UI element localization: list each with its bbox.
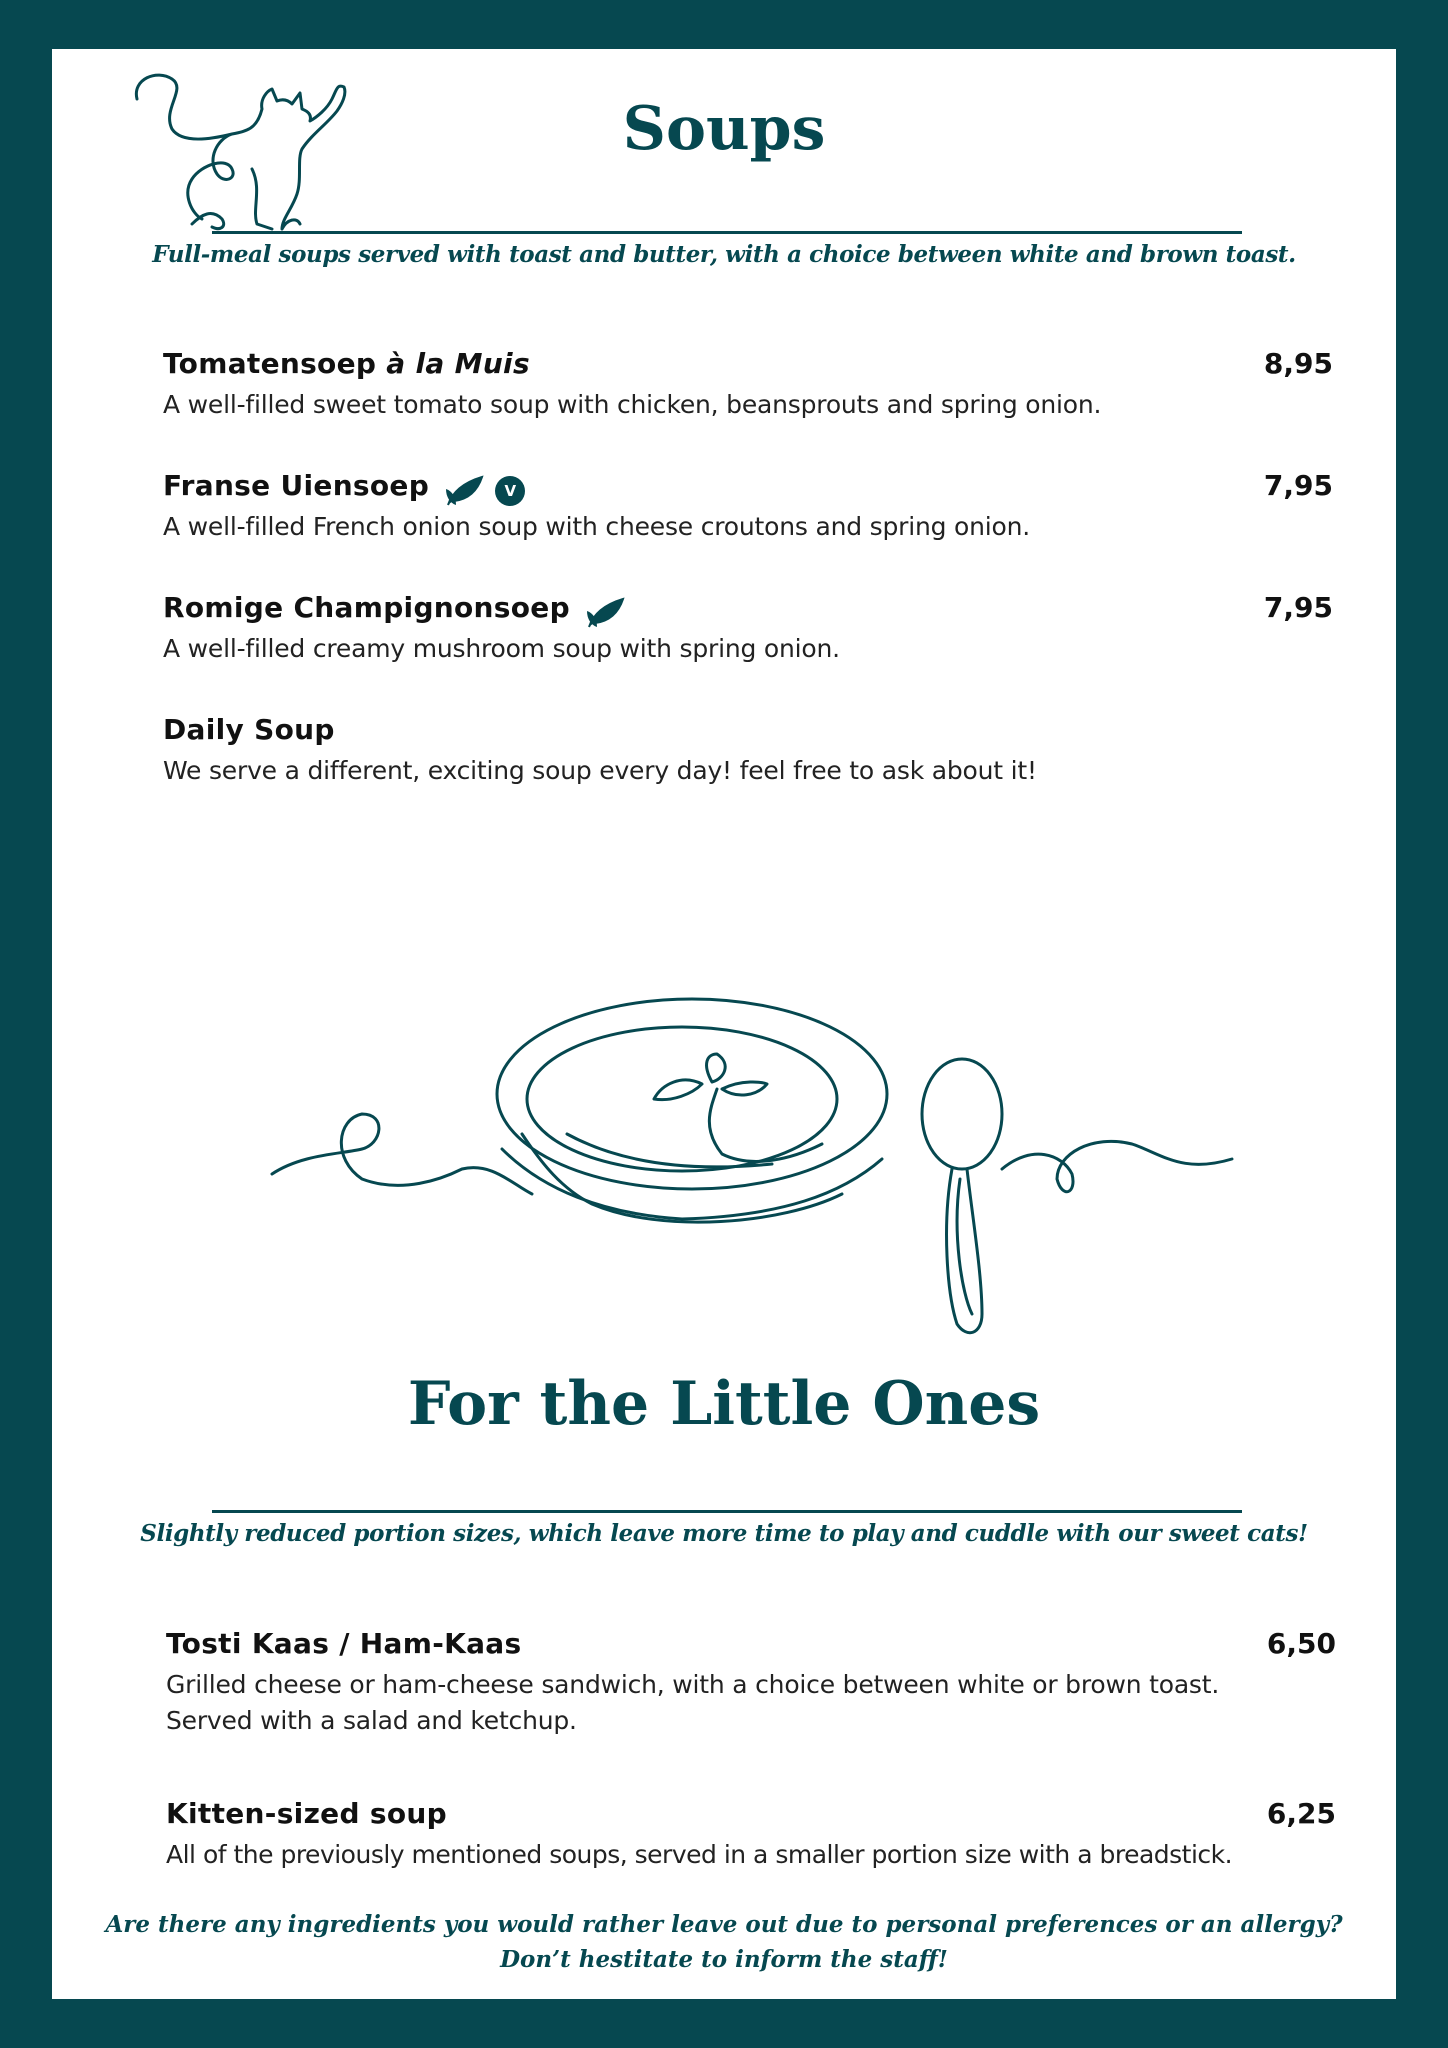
allergy-notice-line2: Don’t hestitate to inform the staff!: [500, 1946, 948, 1973]
little-ones-divider: [212, 1510, 1242, 1513]
soups-title: Soups: [622, 94, 826, 164]
menu-item: [163, 713, 1333, 789]
item-price: 7,95: [1263, 591, 1333, 624]
item-description: We serve a different, exciting soup every day! feel free to ask about it!: [163, 756, 1037, 785]
little-ones-subtitle: Slightly reduced portion sizes, which leave more time to play and cuddle with our sweet cats!: [140, 1520, 1308, 1547]
item-name: Tomatensoep: [163, 347, 387, 380]
item-name: Daily Soup: [163, 713, 335, 746]
item-price: 6,50: [1266, 1627, 1336, 1660]
item-price: 6,25: [1266, 1797, 1336, 1830]
item-description: Served with a salad and ketchup.: [166, 1706, 577, 1735]
menu-item: [166, 1797, 1336, 1873]
item-description: A well-filled creamy mushroom soup with spring onion.: [163, 634, 840, 663]
little-ones-title: For the Little Ones: [407, 1369, 1041, 1439]
item-description: A well-filled sweet tomato soup with chicken, beansprouts and spring onion.: [163, 390, 1102, 419]
leaf-icon: [442, 475, 484, 507]
soup-bowl-spoon-icon: [262, 994, 1242, 1369]
menu-item: [163, 469, 1333, 545]
item-description: Grilled cheese or ham-cheese sandwich, with a choice between white or brown toast.: [166, 1670, 1220, 1699]
soups-subtitle: Full-meal soups served with toast and butter, with a choice between white and brown toast.: [152, 241, 1296, 268]
menu-page: [52, 49, 1396, 1999]
item-name: Romige Champignonsoep: [163, 591, 570, 624]
item-name: Kitten-sized soup: [166, 1797, 447, 1830]
allergy-notice-line1: Are there any ingredients you would rather leave out due to personal preferences or an allergy?: [105, 1911, 1343, 1938]
menu-item: [163, 591, 1333, 667]
item-price: 7,95: [1263, 469, 1333, 502]
item-name: Tosti Kaas / Ham-Kaas: [166, 1627, 522, 1660]
item-name: Franse Uiensoep: [163, 469, 430, 502]
menu-item: [163, 347, 1333, 423]
soups-divider: [212, 231, 1242, 234]
menu-item: [166, 1627, 1336, 1739]
item-price: 8,95: [1263, 347, 1333, 380]
item-description: All of the previously mentioned soups, served in a smaller portion size with a breadstick.: [166, 1840, 1233, 1869]
leaf-icon: [583, 597, 625, 629]
allergy-notice: [52, 1907, 1396, 1977]
vegan-badge-icon: V: [495, 476, 525, 506]
item-description: A well-filled French onion soup with cheese croutons and spring onion.: [163, 512, 1030, 541]
item-name-italic: à la Muis: [386, 347, 530, 380]
